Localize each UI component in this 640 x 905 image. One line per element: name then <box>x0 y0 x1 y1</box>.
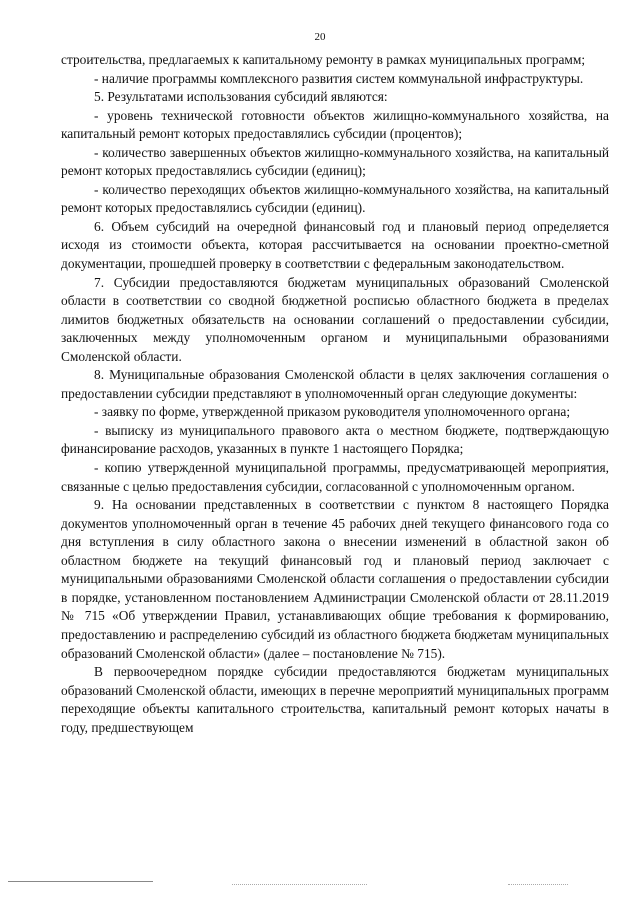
paragraph: - уровень технической готовности объектов жилищно-коммунального хозяйства, на капитальный ремонт которых предоставлялись субсидии (процентов); <box>61 107 609 142</box>
scan-artifact-line <box>508 884 568 885</box>
paragraph: - количество переходящих объектов жилищно-коммунального хозяйства, на капитальный ремонт которых предоставлялись субсидии (единиц). <box>61 181 609 216</box>
paragraph: - количество завершенных объектов жилищно-коммунального хозяйства, на капитальный ремонт которых предоставлялись субсидии (единиц); <box>61 144 609 179</box>
paragraph: 6. Объем субсидий на очередной финансовый год и плановый период определяется исходя из стоимости объекта, которая рассчитывается на основании проектно-сметной документации, прошедшей проверку в соответствии с федеральным законодательством. <box>61 218 609 272</box>
paragraph: строительства, предлагаемых к капитальному ремонту в рамках муниципальных программ; <box>61 52 586 67</box>
paragraph: 5. Результатами использования субсидий являются: <box>94 89 388 105</box>
page-number: 20 <box>314 31 326 43</box>
paragraph: 9. На основании представленных в соответствии с пунктом 8 настоящего Порядка документов уполномоченный орган в течение 45 рабочих дней текущего финансового года со дня вступления в силу областного закона о внесении изменений в областной закон об областном бюджете на текущий финансовый год и плановый период заключает с муниципальными образованиями Смоленской области соглашения о предоставлении субсидии в порядке, установленном постановлением Администрации Смоленской области от 28.11.2019 № 715 «Об утверждении Правил, устанавливающих общие требования к формированию, предоставлению и распределению субсидий из областного бюджета бюджетам муниципальных образований Смоленской области» (далее – постановление № 715). <box>61 497 609 661</box>
paragraph: - заявку по форме, утвержденной приказом руководителя уполномоченного органа; <box>94 404 571 420</box>
paragraph: - копию утвержденной муниципальной программы, предусматривающей мероприятия, связанные с целью предоставления субсидии, согласованной с уполномоченным органом. <box>61 460 609 494</box>
paragraph: - наличие программы комплексного развития систем коммунальной инфраструктуры. <box>94 70 584 86</box>
paragraph: В первоочередном порядке субсидии предоставляются бюджетам муниципальных образований Смоленской области, имеющих в перечне мероприятий муниципальных программ переходящие объекты капитального строительства, капитальный ремонт которых начаты в году, предшествующем <box>61 664 609 735</box>
paragraph: 8. Муниципальные образования Смоленской области в целях заключения соглашения о предоставлении субсидии представляют в уполномоченный орган следующие документы: <box>61 367 609 401</box>
scan-artifact-line <box>8 881 153 882</box>
document-body <box>61 51 609 737</box>
paragraph: 7. Субсидии предоставляются бюджетам муниципальных образований Смоленской области в соответствии со сводной бюджетной росписью областного бюджета в пределах лимитов бюджетных обязательств на основании соглашений о предоставлении субсидии, заключенных между уполномоченным органом и муниципальными образованиями Смоленской области. <box>61 274 609 364</box>
scan-artifact-line <box>232 884 367 885</box>
paragraph: - выписку из муниципального правового акта о местном бюджете, подтверждающую финансирование расходов, указанных в пункте 1 настоящего Порядка; <box>61 422 609 457</box>
